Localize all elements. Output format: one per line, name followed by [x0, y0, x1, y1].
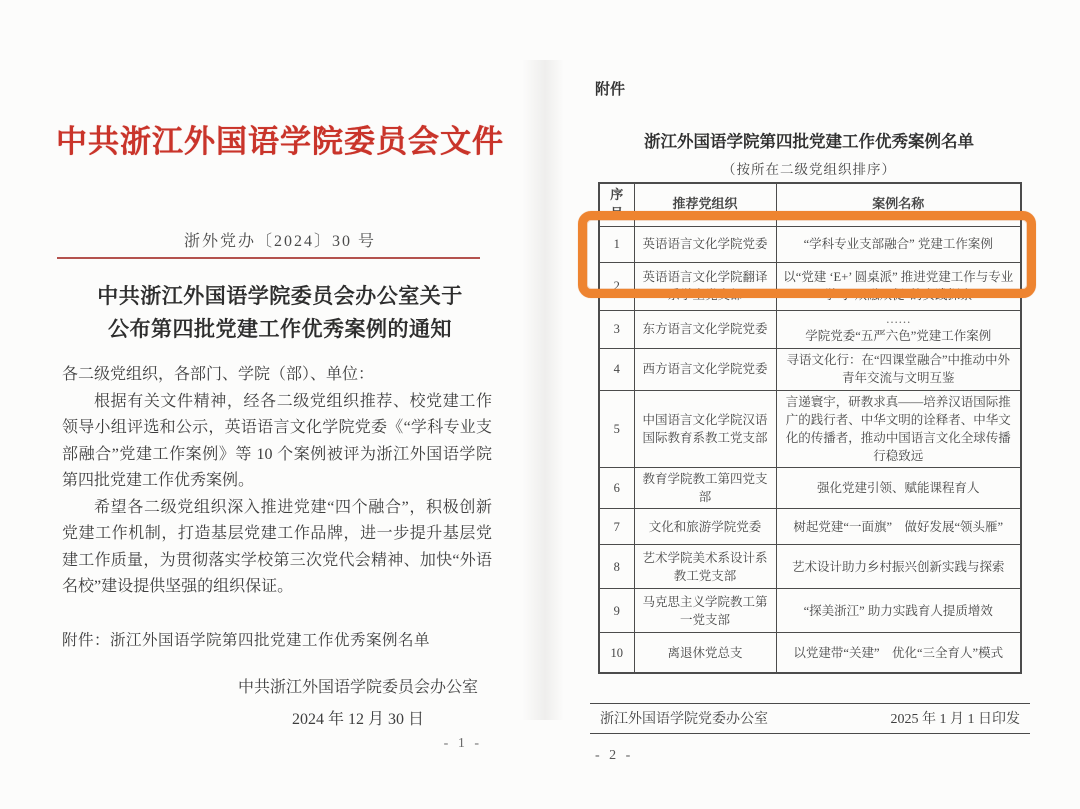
- cell-org: 艺术学院美术系设计系教工党支部: [634, 545, 776, 589]
- case-list-table: [598, 182, 1022, 674]
- page-number-1: - 1 -: [443, 736, 482, 751]
- table-header-row: [599, 183, 1021, 226]
- paragraph-1: 根据有关文件精神，经各二级党组织推荐、校党建工作领导小组评选和公示，英语语言文化学院党委《“学科专业支部融合”党建工作案例》等 10 个案例被评为浙江外国语学院第四批党建工作优秀案例。: [62, 392, 492, 489]
- cell-case: “探美浙江” 助力实践育人提质增效: [776, 589, 1021, 633]
- table-title: 浙江外国语学院第四批党建工作优秀案例名单: [644, 132, 974, 151]
- cell-no: 2: [599, 262, 634, 310]
- cell-org: 英语语言文化学院党委: [634, 226, 776, 262]
- signature-block: [238, 672, 478, 736]
- cell-case: “学科专业支部融合” 党建工作案例: [776, 226, 1021, 262]
- cell-no: 3: [599, 310, 634, 348]
- attachment-label: 附件: [595, 82, 626, 98]
- cell-case: 树起党建“一面旗” 做好发展“领头雁”: [776, 509, 1021, 545]
- cell-org: 西方语言文化学院党委: [634, 348, 776, 390]
- notice-title-line1: 中共浙江外国语学院委员会办公室关于: [97, 284, 463, 308]
- table-row: [599, 226, 1021, 262]
- cell-org: 马克思主义学院教工第一党支部: [634, 589, 776, 633]
- issue-date: 2024 年 12 月 30 日: [291, 711, 424, 728]
- cell-case: 强化党建引领、赋能课程育人: [776, 468, 1021, 509]
- cell-no: 1: [599, 226, 634, 262]
- table-row: [599, 262, 1021, 310]
- imprint-footer: [590, 703, 1030, 734]
- cell-no: 4: [599, 348, 634, 390]
- cell-case: 寻语文化行：在“四课堂融合”中推动中外青年交流与文明互鉴: [776, 348, 1021, 390]
- imprint-office: 浙江外国语学院党委办公室: [600, 712, 768, 727]
- imprint-date: 2025 年 1 月 1 日印发: [890, 712, 1020, 727]
- table-row: [599, 390, 1021, 468]
- cell-no: 9: [599, 589, 634, 633]
- document-header-title: 中共浙江外国语学院委员会文件: [56, 124, 504, 159]
- attachment-reference: 附件：浙江外国语学院第四批党建工作优秀案例名单: [62, 632, 431, 649]
- col-header-case: 案例名称: [776, 183, 1021, 226]
- cell-case: 艺术设计助力乡村振兴创新实践与探索: [776, 545, 1021, 589]
- cell-case: …… 学院党委“五严六色”党建工作案例: [776, 310, 1021, 348]
- col-header-no: 序号: [599, 183, 634, 226]
- paragraph-2: 希望各二级党组织深入推进党建“四个融合”，积极创新党建工作机制，打造基层党建工作品牌，进一步提升基层党建工作质量，为贯彻落实学校第三次党代会精神、加快“外语名校”建设提供坚强的组织保证。: [62, 498, 492, 595]
- red-divider-rule: [57, 257, 480, 259]
- table-row: [599, 589, 1021, 633]
- cell-org: 文化和旅游学院党委: [634, 509, 776, 545]
- cell-no: 6: [599, 468, 634, 509]
- table-row: [599, 509, 1021, 545]
- cell-no: 5: [599, 390, 634, 468]
- cell-case: 以党建带“关建” 优化“三全育人”模式: [776, 633, 1021, 673]
- cell-org: 教育学院教工第四党支部: [634, 468, 776, 509]
- table-row: [599, 310, 1021, 348]
- salutation: 各二级党组织，各部门、学院（部）、单位：: [62, 366, 375, 383]
- notice-title-line2: 公布第四批党建工作优秀案例的通知: [108, 316, 452, 341]
- cell-org: 离退休党总支: [634, 633, 776, 673]
- cell-org: 英语语言文化学院翻译系学生党支部: [634, 262, 776, 310]
- obscured-text: ……: [885, 312, 911, 327]
- cell-org: 中国语言文化学院汉语国际教育系教工党支部: [634, 390, 776, 468]
- table-row: [599, 633, 1021, 673]
- cell-no: 10: [599, 633, 634, 673]
- table-row: [599, 348, 1021, 390]
- page-number-2: - 2 -: [595, 748, 634, 763]
- issuing-office: 中共浙江外国语学院委员会办公室: [237, 679, 478, 696]
- cell-case: 以“党建 ‘E+’ 圆桌派” 推进党建工作与专业学习“双融双促”的实践探索: [776, 262, 1021, 310]
- notice-body: [62, 362, 492, 601]
- cell-org: 东方语言文化学院党委: [634, 310, 776, 348]
- cell-no: 8: [599, 545, 634, 589]
- col-header-org: 推荐党组织: [634, 183, 776, 226]
- notice-title: [0, 280, 560, 345]
- table-row: [599, 545, 1021, 589]
- table-row: [599, 468, 1021, 509]
- cell-case: 言递寰宇，研教求真——培养汉语国际推广的践行者、中华文明的诠释者、中华文化的传播者，推动中国语言文化全球传播行稳致远: [776, 390, 1021, 468]
- table-subtitle: （按所在二级党组织排序）: [722, 162, 896, 177]
- cell-no: 7: [599, 509, 634, 545]
- page-2-attachment: [560, 0, 1080, 809]
- document-number: 浙外党办〔2024〕30 号: [183, 233, 376, 250]
